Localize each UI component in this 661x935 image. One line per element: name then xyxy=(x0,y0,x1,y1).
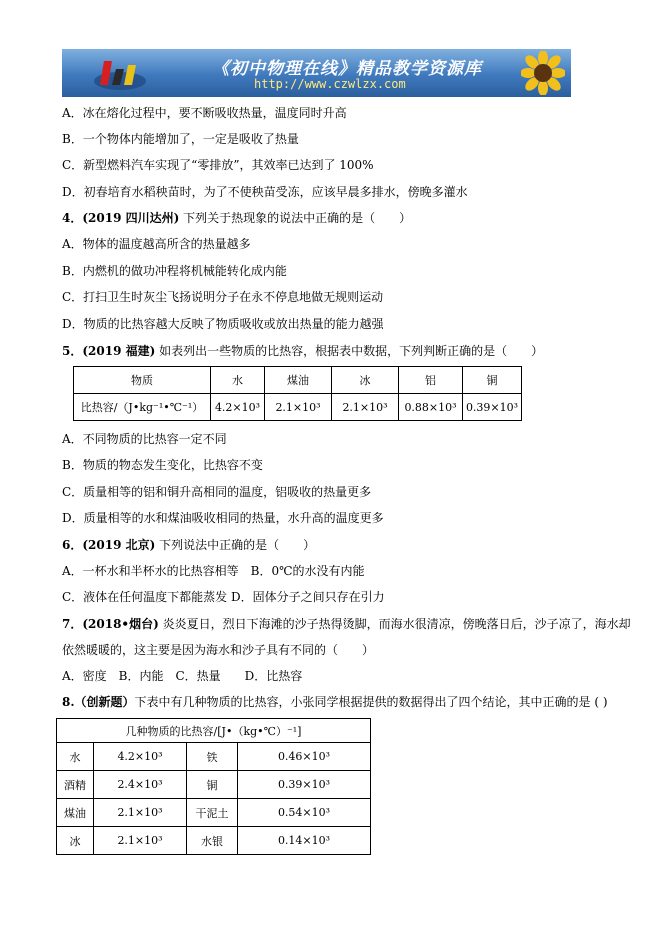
q5-option-a: A．不同物质的比热容一定不同 xyxy=(62,432,227,446)
table-cell: 冰 xyxy=(57,827,94,855)
q5-option-b: B．物质的物态发生变化，比热容不变 xyxy=(62,458,263,472)
q3-option-d: D．初春培育水稻秧苗时，为了不使秧苗受冻，应该早晨多排水，傍晚多灌水 xyxy=(62,185,468,199)
q6-source: (2019 北京) xyxy=(82,538,156,552)
q4-option-d: D．物质的比热容越大反映了物质吸收或放出热量的能力越强 xyxy=(62,317,384,331)
q6-options-ab: A．一杯水和半杯水的比热容相等 B．0℃的水没有内能 xyxy=(62,564,365,578)
table-header-cell: 水 xyxy=(211,367,265,394)
q4-source: (2019 四川达州) xyxy=(82,211,180,225)
table-cell: 酒精 xyxy=(57,771,94,799)
table-cell: 2.1×10³ xyxy=(332,394,399,421)
table-cell: 0.46×10³ xyxy=(238,743,371,771)
table-row xyxy=(57,827,371,855)
table-cell: 2.1×10³ xyxy=(265,394,332,421)
q5-question xyxy=(62,343,543,359)
q4-option-c: C．打扫卫生时灰尘飞扬说明分子在永不停息地做无规则运动 xyxy=(62,290,384,304)
table-cell: 干泥土 xyxy=(187,799,238,827)
banner-url[interactable]: http://www.czwlzx.com xyxy=(254,77,406,91)
banner-title: 《初中物理在线》精品教学资源库 xyxy=(212,59,482,79)
q6-text: 下列说法中正确的是（ ） xyxy=(155,538,316,552)
q6-options-cd: C．液体在任何温度下都能蒸发 D．固体分子之间只存在引力 xyxy=(62,590,385,604)
specific-heat-table xyxy=(73,366,522,421)
table-cell: 0.88×10³ xyxy=(399,394,463,421)
table-cell: 煤油 xyxy=(57,799,94,827)
table-cell: 4.2×10³ xyxy=(211,394,265,421)
table-cell: 铁 xyxy=(187,743,238,771)
q8-question xyxy=(62,694,608,710)
q4-question xyxy=(62,210,411,226)
table-row xyxy=(74,367,522,394)
q4-option-a: A．物体的温度越高所含的热量越多 xyxy=(62,237,251,251)
table-cell: 0.14×10³ xyxy=(238,827,371,855)
table-cell: 2.4×10³ xyxy=(94,771,187,799)
table-cell: 比热容/（J•kg⁻¹•℃⁻¹） xyxy=(74,394,211,421)
table-cell: 水 xyxy=(57,743,94,771)
table-header-cell: 铝 xyxy=(399,367,463,394)
q7-options: A．密度 B．内能 C．热量 D．比热容 xyxy=(62,669,303,683)
table-cell: 0.39×10³ xyxy=(463,394,522,421)
q6-question xyxy=(62,537,315,553)
table-row xyxy=(57,771,371,799)
q4-text: 下列关于热现象的说法中正确的是（ ） xyxy=(179,211,412,225)
table-row xyxy=(74,394,522,421)
q7-text: 炎炎夏日，烈日下海滩的沙子热得烫脚，而海水很清凉，傍晚落日后，沙子凉了，海水却 xyxy=(158,617,631,631)
q7-question-cont: 依然暖暖的，这主要是因为海水和沙子具有不同的（ ） xyxy=(62,643,375,657)
q4-option-b: B．内燃机的做功冲程将机械能转化成内能 xyxy=(62,264,287,278)
q5-text: 如表列出一些物质的比热容，根据表中数据，下列判断正确的是（ ） xyxy=(155,344,544,358)
q4-number: 4． xyxy=(62,211,83,225)
q5-option-d: D．质量相等的水和煤油吸收相同的热量，水升高的温度更多 xyxy=(62,511,384,525)
q5-source: (2019 福建) xyxy=(82,344,156,358)
table-header-cell: 物质 xyxy=(74,367,211,394)
table-row xyxy=(57,799,371,827)
header-banner xyxy=(62,49,571,97)
q5-number: 5． xyxy=(62,344,83,358)
table-cell: 水银 xyxy=(187,827,238,855)
q7-source: (2018•烟台) xyxy=(82,617,159,631)
q6-number: 6． xyxy=(62,538,83,552)
table-cell: 铜 xyxy=(187,771,238,799)
table-caption-row xyxy=(57,719,371,743)
q3-option-b: B．一个物体内能增加了，一定是吸收了热量 xyxy=(62,132,299,146)
q3-option-c: C．新型燃料汽车实现了“零排放”，其效率已达到了 100% xyxy=(62,158,374,172)
table-cell: 0.54×10³ xyxy=(238,799,371,827)
q8-source: （创新题） xyxy=(74,695,135,709)
table-header-cell: 铜 xyxy=(463,367,522,394)
table-header-cell: 冰 xyxy=(332,367,399,394)
q3-option-a: A．冰在熔化过程中，要不断吸收热量，温度同时升高 xyxy=(62,106,347,120)
table-cell: 0.39×10³ xyxy=(238,771,371,799)
table-cell: 4.2×10³ xyxy=(94,743,187,771)
q8-text: 下表中有几种物质的比热容，小张同学根据提供的数据得出了四个结论，其中正确的是 ( ) xyxy=(134,695,608,709)
specific-heat-table-2 xyxy=(56,718,371,855)
table-cell: 2.1×10³ xyxy=(94,827,187,855)
sunflower-icon xyxy=(521,51,565,95)
table-header-cell: 煤油 xyxy=(265,367,332,394)
table-caption: 几种物质的比热容/[J•（kg•℃）⁻¹] xyxy=(57,719,371,743)
q7-question xyxy=(62,616,631,632)
table-row xyxy=(57,743,371,771)
q8-number: 8. xyxy=(62,695,75,709)
q5-option-c: C．质量相等的铝和铜升高相同的温度，铝吸收的热量更多 xyxy=(62,485,372,499)
logo-icon xyxy=(90,55,150,93)
table-cell: 2.1×10³ xyxy=(94,799,187,827)
q7-number: 7． xyxy=(62,617,83,631)
